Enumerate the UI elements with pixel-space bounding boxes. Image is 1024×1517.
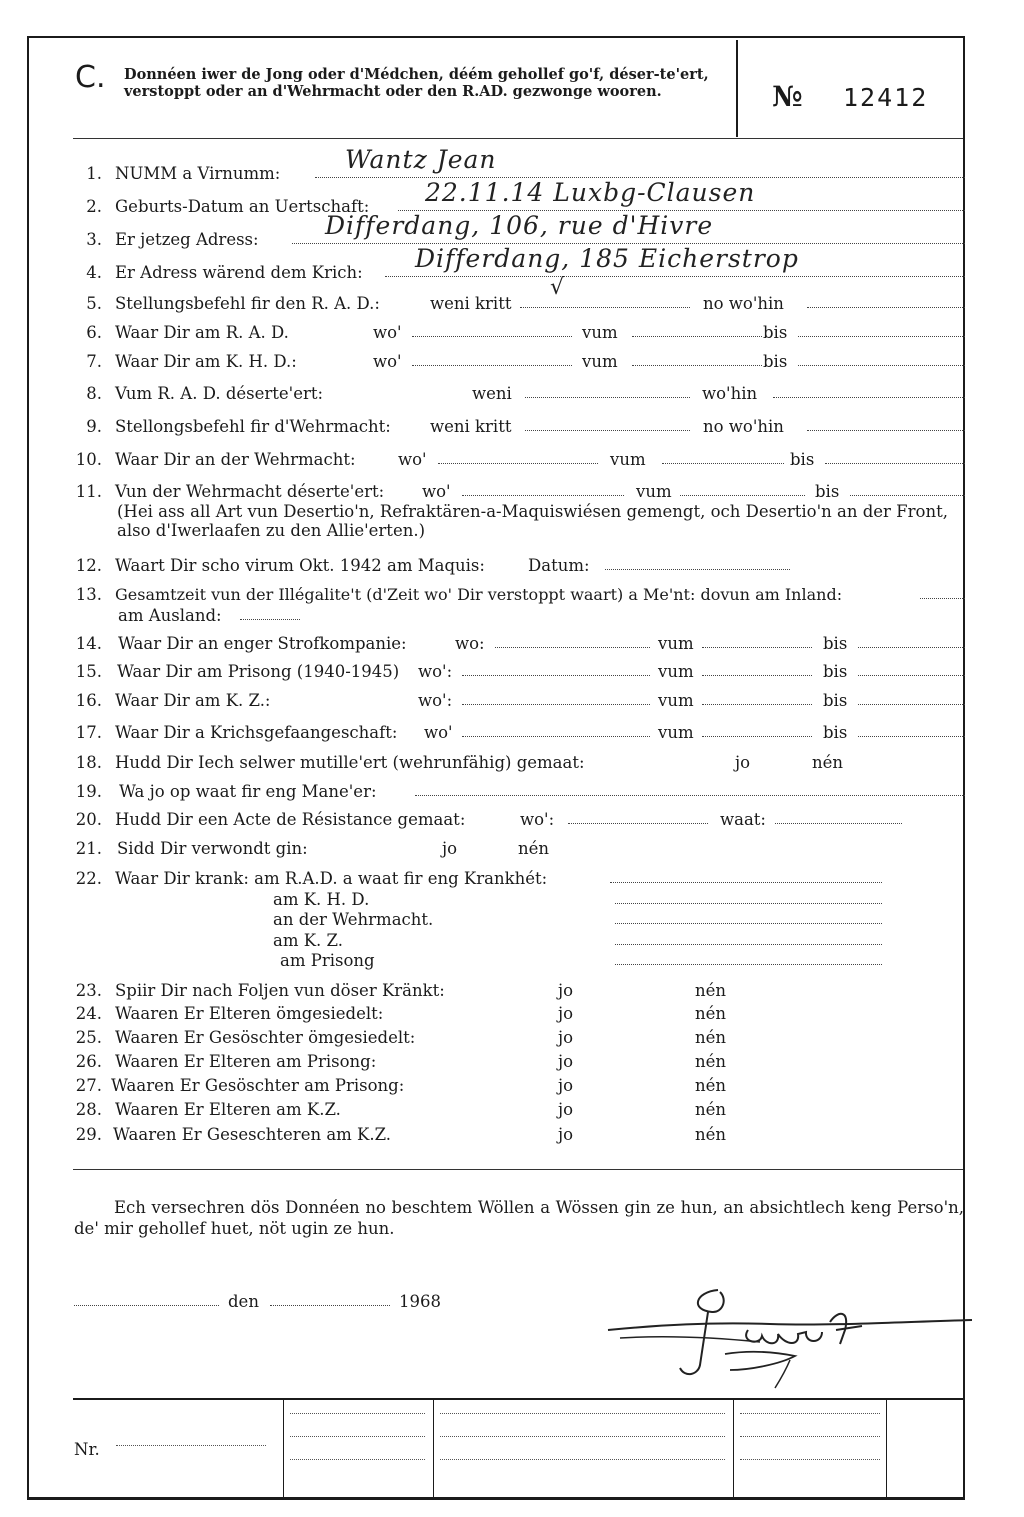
field-11-note: (Hei ass all Art vun Desertio'n, Refraktären-a-Maquiswiésen gemengt, och Desertio'n an der Front, also d'Iwerlaafen zu den Allie'erten.) (117, 502, 948, 540)
field-sublabel: bis (823, 691, 848, 710)
field-sublabel: wo: (455, 634, 485, 653)
field-row-11 (70, 481, 970, 503)
field-sublabel: bis (790, 450, 815, 469)
field-sublabel: wo' (398, 450, 427, 469)
field-sublabel: Datum: (528, 556, 590, 575)
footer-cell[interactable] (440, 1413, 725, 1414)
fill-line[interactable] (462, 661, 650, 676)
footer-cell[interactable] (740, 1413, 880, 1414)
field-row-28 (70, 1099, 970, 1121)
fill-line[interactable] (702, 661, 812, 676)
field-sublabel: no wo'hin (703, 294, 784, 313)
field-sublabel: am K. Z. (273, 931, 343, 950)
field-row-13b (70, 605, 970, 627)
fill-line[interactable] (240, 605, 300, 620)
fill-line[interactable] (807, 416, 965, 431)
field-number: 12. (75, 556, 102, 575)
field-number: 7. (86, 352, 102, 371)
field-row-20 (70, 809, 970, 831)
field-sublabel: bis (763, 352, 788, 371)
field-label: Geburts-Datum an Uertschaft: (115, 197, 370, 216)
field-number: 28. (75, 1100, 102, 1119)
field-label: Er jetzeg Adress: (115, 230, 259, 249)
field-sublabel: wo' (422, 482, 451, 501)
field-number: 14. (75, 634, 102, 653)
field-row-22 (70, 868, 970, 890)
footer-top-rule (73, 1398, 963, 1400)
field-number: 2. (86, 197, 102, 216)
field-label: Waaren Er Elteren am Prisong: (115, 1052, 377, 1071)
field-label: Vun der Wehrmacht déserte'ert: (115, 482, 385, 501)
field-row-22c (70, 930, 970, 952)
field-sublabel: weni (472, 384, 512, 403)
fill-line[interactable] (858, 633, 965, 648)
field-number: 11. (75, 482, 102, 501)
field-label: Er Adress wärend dem Krich: (115, 263, 363, 282)
field-row-6 (70, 322, 970, 344)
fill-line[interactable] (662, 449, 784, 464)
field-label: Waar Dir am K. H. D.: (115, 352, 297, 371)
field-number: 4. (86, 263, 102, 282)
option-yes[interactable]: jo (735, 753, 751, 772)
option-yes[interactable]: jo (558, 1004, 574, 1023)
header-rule (73, 138, 963, 139)
field-number: 22. (75, 869, 102, 888)
field-label: Stellungsbefehl fir den R. A. D.: (115, 294, 380, 313)
fill-line[interactable] (615, 909, 882, 924)
field-number: 1. (86, 164, 102, 183)
fill-line[interactable] (807, 293, 965, 308)
field-row-22a (70, 889, 970, 911)
fill-line[interactable] (525, 383, 690, 398)
field-row-5 (70, 275, 970, 315)
fill-line[interactable] (462, 481, 624, 496)
field-sublabel: bis (823, 662, 848, 681)
field-sublabel: am K. H. D. (273, 890, 370, 909)
fill-line[interactable] (825, 449, 965, 464)
field-row-26 (70, 1051, 970, 1073)
field-number: 16. (75, 691, 102, 710)
fill-line[interactable] (462, 722, 650, 737)
field-label: Waar Dir krank: am R.A.D. a waat fir eng Krankhét: (115, 869, 548, 888)
field-sublabel: vum (658, 723, 694, 742)
fill-line[interactable] (412, 351, 572, 366)
field-row-24 (70, 1003, 970, 1025)
field-sublabel: wo' (424, 723, 453, 742)
field-sublabel: vum (658, 634, 694, 653)
field-sublabel: wo' (373, 323, 402, 342)
fill-line[interactable] (773, 383, 965, 398)
place-fill-line[interactable] (74, 1291, 219, 1306)
field-number: 8. (86, 384, 102, 403)
fill-line[interactable] (462, 690, 650, 705)
fill-line[interactable] (438, 449, 598, 464)
footer-col-line (283, 1400, 284, 1498)
field-row-17 (70, 722, 970, 744)
handwritten-name: Wantz Jean (345, 145, 497, 174)
footer-cell[interactable] (290, 1436, 425, 1437)
date-label: den (228, 1292, 259, 1311)
field-number: 15. (75, 662, 102, 681)
field-sublabel: weni kritt (430, 417, 512, 436)
option-yes[interactable]: jo (558, 1076, 574, 1095)
field-row-18 (70, 752, 970, 774)
handwritten-war-address: Differdang, 185 Eicherstrop (415, 244, 799, 273)
footer-cell[interactable] (740, 1459, 880, 1460)
fill-line[interactable] (615, 950, 882, 965)
field-label: Waaren Er Elteren ömgesiedelt: (115, 1004, 384, 1023)
signature-image (600, 1280, 980, 1400)
fill-line[interactable] (850, 481, 965, 496)
option-no[interactable]: nén (695, 1028, 727, 1047)
field-sublabel: wo' (373, 352, 402, 371)
field-label: Waaren Er Gesöschter am Prisong: (111, 1076, 405, 1095)
field-number: 21. (75, 839, 102, 858)
fill-line[interactable] (858, 690, 965, 705)
field-sublabel: wo': (520, 810, 555, 829)
field-row-21 (70, 838, 970, 860)
fill-line[interactable] (702, 690, 812, 705)
field-sublabel: am Prisong (280, 951, 375, 970)
section-letter: C. (75, 60, 106, 95)
field-row-9 (70, 416, 970, 438)
fill-line[interactable] (680, 481, 805, 496)
footer-cell[interactable] (290, 1459, 425, 1460)
field-label: Waaren Er Elteren am K.Z. (115, 1100, 341, 1119)
field-label: Waaren Er Geseschteren am K.Z. (113, 1125, 392, 1144)
field-sublabel: an der Wehrmacht. (273, 910, 434, 929)
field-label: Waaren Er Gesöschter ömgesiedelt: (115, 1028, 416, 1047)
year-label: 1968 (399, 1292, 441, 1311)
field-sublabel: vum (610, 450, 646, 469)
field-label: Sidd Dir verwondt gin: (117, 839, 308, 858)
option-no[interactable]: nén (695, 1052, 727, 1071)
field-row-7 (70, 351, 970, 373)
fill-line[interactable] (615, 889, 882, 904)
fill-line[interactable] (775, 809, 902, 824)
option-yes[interactable]: jo (442, 839, 458, 858)
field-label: Waar Dir am K. Z.: (115, 691, 271, 710)
field-label: Hudd Dir een Acte de Résistance gemaat: (115, 810, 466, 829)
field-sublabel: bis (823, 634, 848, 653)
handwritten-address: Differdang, 106, rue d'Hivre (325, 211, 714, 240)
field-label: Waart Dir scho virum Okt. 1942 am Maquis: (115, 556, 485, 575)
field-row-10 (70, 449, 970, 471)
declaration-text: Ech versechren dös Donnéen no beschtem Wöllen a Wössen gin ze hun, an absichtlech keng Perso'n, de' mir gehollef huet, nöt ugin ze hun. (74, 1198, 964, 1238)
field-label: Stellongsbefehl fir d'Wehrmacht: (115, 417, 391, 436)
field-sublabel: bis (815, 482, 840, 501)
field-number: 23. (75, 981, 102, 1000)
field-sublabel: vum (658, 662, 694, 681)
footer-cell[interactable] (290, 1413, 425, 1414)
fill-line[interactable] (798, 351, 965, 366)
field-sublabel: wo'hin (702, 384, 758, 403)
field-label: Spiir Dir nach Foljen vun döser Kränkt: (115, 981, 445, 1000)
field-row-16 (70, 690, 970, 712)
option-yes[interactable]: jo (558, 1052, 574, 1071)
field-row-23 (70, 980, 970, 1002)
option-yes[interactable]: jo (558, 981, 574, 1000)
fill-line[interactable] (920, 584, 965, 599)
footer-cell[interactable] (440, 1459, 725, 1460)
field-number: 18. (75, 753, 102, 772)
field-label: Hudd Dir Iech selwer mutille'ert (wehrunfähig) gemaat: (115, 753, 585, 772)
field-row-22d (70, 950, 970, 972)
field-label: Waar Dir am R. A. D. (115, 323, 289, 342)
field-sublabel: waat: (720, 810, 766, 829)
field-number: 24. (75, 1004, 102, 1023)
fill-line[interactable] (610, 868, 882, 883)
option-no[interactable]: nén (518, 839, 550, 858)
section-rule (73, 1169, 963, 1170)
footer-col-line (433, 1400, 434, 1498)
field-sublabel: weni kritt (430, 294, 512, 313)
field-number: 3. (86, 230, 102, 249)
field-number: 25. (75, 1028, 102, 1047)
fill-line[interactable] (702, 633, 812, 648)
option-yes[interactable]: jo (558, 1125, 574, 1144)
date-line (74, 1291, 574, 1313)
field-row-8 (70, 383, 970, 405)
field-number: 29. (75, 1125, 102, 1144)
field-number: 19. (75, 782, 102, 801)
footer-cell[interactable] (440, 1436, 725, 1437)
date-fill-line[interactable] (270, 1291, 390, 1306)
field-sublabel: wo': (418, 691, 453, 710)
number-sign: № (772, 80, 803, 113)
field-row-29 (70, 1124, 970, 1146)
footer-nr-field[interactable] (116, 1445, 266, 1446)
field-sublabel: vum (582, 323, 618, 342)
field-number: 10. (75, 450, 102, 469)
footer-nr-label: Nr. (74, 1440, 100, 1459)
fill-line[interactable] (520, 293, 690, 308)
field-number: 27. (75, 1076, 102, 1095)
field-row-14 (70, 633, 970, 655)
field-row-4 (70, 244, 970, 284)
footer-cell[interactable] (740, 1436, 880, 1437)
field-sublabel: vum (658, 691, 694, 710)
field-row-25 (70, 1027, 970, 1049)
field-row-15 (70, 661, 970, 683)
fill-line[interactable] (615, 930, 882, 945)
field-row-13 (70, 584, 970, 606)
field-sublabel: wo': (418, 662, 453, 681)
fill-line[interactable] (525, 416, 690, 431)
fill-line[interactable] (568, 809, 708, 824)
fill-line[interactable] (632, 351, 762, 366)
field-label: Waar Dir an der Wehrmacht: (115, 450, 356, 469)
field-label: Vum R. A. D. déserte'ert: (115, 384, 324, 403)
header-divider (736, 40, 738, 137)
field-row-27 (70, 1075, 970, 1097)
option-yes[interactable]: jo (558, 1100, 574, 1119)
field-sublabel: bis (763, 323, 788, 342)
handwritten-birth: 22.11.14 Luxbg-Clausen (425, 178, 756, 207)
form-title: Donnéen iwer de Jong oder d'Médchen, déém gehollef go'f, déser-te'ert, verstoppt oder an d'Wehrmacht oder den R.AD. gezwonge wooren. (124, 66, 709, 100)
fill-line[interactable] (412, 322, 572, 337)
field-label: Wa jo op waat fir eng Mane'er: (119, 782, 377, 801)
field-label: Gesamtzeit vun der Illégalite't (d'Zeit wo' Dir verstoppt waart) a Me'nt: dovun am Inland: (115, 585, 843, 604)
option-no[interactable]: nén (695, 1125, 727, 1144)
option-yes[interactable]: jo (558, 1028, 574, 1047)
footer-col-line (733, 1400, 734, 1498)
field-number: 26. (75, 1052, 102, 1071)
fill-line[interactable] (632, 322, 762, 337)
fill-line[interactable] (495, 633, 650, 648)
fill-line[interactable] (798, 322, 965, 337)
option-no[interactable]: nén (812, 753, 844, 772)
form-number: 12412 (843, 83, 929, 112)
field-number: 17. (75, 723, 102, 742)
field-sublabel: bis (823, 723, 848, 742)
field-row-19 (70, 781, 970, 803)
footer-col-line (886, 1400, 887, 1498)
field-number: 5. (86, 294, 102, 313)
field-row-22b (70, 909, 970, 931)
field-sublabel: am Ausland: (118, 606, 222, 625)
field-number: 6. (86, 323, 102, 342)
field-number: 13. (75, 585, 102, 604)
option-no[interactable]: nén (695, 1004, 727, 1023)
fill-line[interactable] (415, 781, 965, 796)
field-label: Waar Dir am Prisong (1940-1945) (117, 662, 400, 681)
fill-line[interactable] (605, 555, 790, 570)
field-label: Waar Dir an enger Strofkompanie: (118, 634, 407, 653)
option-no[interactable]: nén (695, 1076, 727, 1095)
field-sublabel: vum (582, 352, 618, 371)
fill-line[interactable] (858, 661, 965, 676)
option-no[interactable]: nén (695, 981, 727, 1000)
option-no[interactable]: nén (695, 1100, 727, 1119)
field-row-12 (70, 555, 970, 577)
field-number: 9. (86, 417, 102, 436)
field-label: NUMM a Virnumm: (115, 164, 281, 183)
field-number: 20. (75, 810, 102, 829)
handwritten-check: √ (550, 275, 566, 300)
fill-line[interactable] (702, 722, 812, 737)
field-label: Waar Dir a Krichsgefaangeschaft: (115, 723, 398, 742)
field-sublabel: no wo'hin (703, 417, 784, 436)
fill-line[interactable] (858, 722, 965, 737)
field-sublabel: vum (636, 482, 672, 501)
